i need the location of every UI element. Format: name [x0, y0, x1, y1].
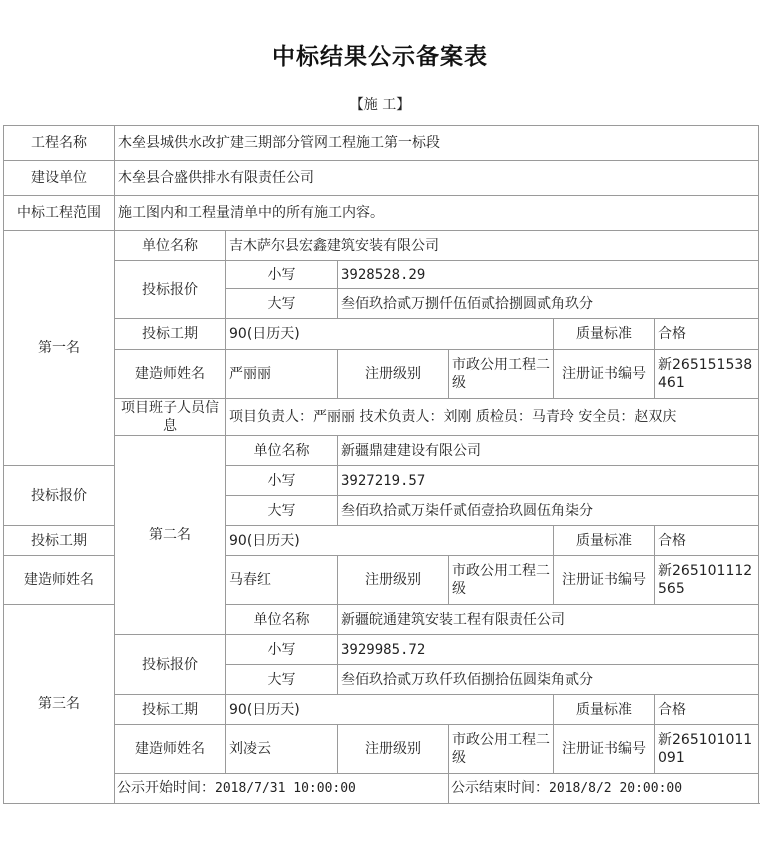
candidate-1-reg-level: 市政公用工程二级 — [449, 350, 554, 399]
candidate-1-team-row — [4, 399, 759, 436]
candidate-3-lower-label: 小写 — [226, 635, 338, 665]
candidate-2-lower-label: 小写 — [226, 466, 338, 496]
candidate-1-company-row — [4, 231, 759, 261]
candidate-1-duration-row — [4, 319, 759, 350]
candidate-2-upper-label: 大写 — [226, 496, 338, 526]
candidate-1-team-label: 项目班子人员信息 — [115, 399, 226, 436]
candidate-1-upper-label: 大写 — [226, 289, 338, 319]
candidate-2-builder-label: 建造师姓名 — [4, 556, 115, 605]
project-scope-row — [4, 196, 759, 231]
candidate-3-builder-row — [4, 725, 759, 774]
candidate-1-price-upper: 叁佰玖拾贰万捌仟伍佰贰拾捌圆贰角玖分 — [338, 289, 759, 319]
candidate-1-cert-no: 新265151538461 — [655, 350, 759, 399]
candidate-2-quality-label: 质量标准 — [554, 526, 655, 556]
publicity-start-label: 公示开始时间： — [117, 780, 215, 796]
candidate-1-cert-label: 注册证书编号 — [554, 350, 655, 399]
candidate-2-cert-label: 注册证书编号 — [554, 556, 655, 605]
candidate-1-company-label: 单位名称 — [115, 231, 226, 261]
candidate-3-company-label: 单位名称 — [226, 605, 338, 635]
candidate-3-builder-label: 建造师姓名 — [115, 725, 226, 774]
publicity-end — [449, 774, 759, 804]
candidate-1-lower-label: 小写 — [226, 261, 338, 289]
candidate-1-rank: 第一名 — [4, 231, 115, 466]
candidate-2-builder: 马春红 — [226, 556, 338, 605]
candidate-1-bid-price-label: 投标报价 — [115, 261, 226, 319]
candidate-1-builder-row — [4, 350, 759, 399]
candidate-2-cert-no: 新265101112565 — [655, 556, 759, 605]
candidate-1-team: 项目负责人：严丽丽 技术负责人：刘刚 质检员：马青玲 安全员：赵双庆 — [226, 399, 759, 436]
candidate-3-duration-row — [4, 695, 759, 725]
candidate-3-bid-price-label: 投标报价 — [115, 635, 226, 695]
candidate-3-reg-level-label: 注册级别 — [338, 725, 449, 774]
candidate-2-price-lower: 3927219.57 — [338, 466, 759, 496]
candidate-2-quality: 合格 — [655, 526, 759, 556]
project-name-value: 木垒县城供水改扩建三期部分管网工程施工第一标段 — [115, 126, 759, 161]
candidate-1-reg-level-label: 注册级别 — [338, 350, 449, 399]
candidate-2-company: 新疆鼎建建设有限公司 — [338, 436, 759, 466]
page-subtitle: 【施 工】 — [349, 97, 411, 113]
candidate-2-reg-level-label: 注册级别 — [338, 556, 449, 605]
candidate-1-duration: 90(日历天) — [226, 319, 554, 350]
candidate-3-price-lower-row — [4, 635, 759, 665]
candidate-2-rank: 第二名 — [115, 436, 226, 635]
publicity-start-time: 2018/7/31 10:00:00 — [215, 781, 356, 796]
candidate-1-company: 吉木萨尔县宏鑫建筑安装有限公司 — [226, 231, 759, 261]
candidate-3-rank: 第三名 — [4, 605, 115, 804]
project-name-row — [4, 126, 759, 161]
candidate-2-price-upper: 叁佰玖拾贰万柒仟贰佰壹拾玖圆伍角柒分 — [338, 496, 759, 526]
candidate-3-quality: 合格 — [655, 695, 759, 725]
candidate-1-builder-label: 建造师姓名 — [115, 350, 226, 399]
page-title: 中标结果公示备案表 — [272, 44, 488, 70]
candidate-1-duration-label: 投标工期 — [115, 319, 226, 350]
project-unit-value: 木垒县合盛供排水有限责任公司 — [115, 161, 759, 196]
publicity-start — [115, 774, 449, 804]
candidate-3-cert-label: 注册证书编号 — [554, 725, 655, 774]
project-scope-label: 中标工程范围 — [4, 196, 115, 231]
candidate-2-company-label: 单位名称 — [226, 436, 338, 466]
candidate-3-upper-label: 大写 — [226, 665, 338, 695]
result-table — [3, 125, 759, 804]
candidate-3-duration-label: 投标工期 — [115, 695, 226, 725]
project-name-label: 工程名称 — [4, 126, 115, 161]
candidate-2-company-row — [4, 436, 759, 466]
candidate-3-price-lower: 3929985.72 — [338, 635, 759, 665]
candidate-3-duration: 90(日历天) — [226, 695, 554, 725]
candidate-1-builder: 严丽丽 — [226, 350, 338, 399]
candidate-2-bid-price-label: 投标报价 — [4, 466, 115, 526]
project-scope-value: 施工图内和工程量清单中的所有施工内容。 — [115, 196, 759, 231]
project-unit-label: 建设单位 — [4, 161, 115, 196]
candidate-2-reg-level: 市政公用工程二级 — [449, 556, 554, 605]
candidate-1-price-lower-row — [4, 261, 759, 289]
candidate-3-company: 新疆皖通建筑安装工程有限责任公司 — [338, 605, 759, 635]
project-unit-row — [4, 161, 759, 196]
candidate-2-duration: 90(日历天) — [226, 526, 554, 556]
candidate-3-cert-no: 新265101011091 — [655, 725, 759, 774]
candidate-3-price-upper: 叁佰玖拾贰万玖仟玖佰捌拾伍圆柒角贰分 — [338, 665, 759, 695]
candidate-3-builder: 刘凌云 — [226, 725, 338, 774]
publicity-time-row — [4, 774, 759, 804]
candidate-3-reg-level: 市政公用工程二级 — [449, 725, 554, 774]
publicity-end-time: 2018/8/2 20:00:00 — [549, 781, 683, 796]
candidate-1-quality: 合格 — [655, 319, 759, 350]
publicity-end-label: 公示结束时间： — [451, 780, 549, 796]
candidate-3-quality-label: 质量标准 — [554, 695, 655, 725]
candidate-1-price-lower: 3928528.29 — [338, 261, 759, 289]
candidate-2-duration-label: 投标工期 — [4, 526, 115, 556]
candidate-1-quality-label: 质量标准 — [554, 319, 655, 350]
